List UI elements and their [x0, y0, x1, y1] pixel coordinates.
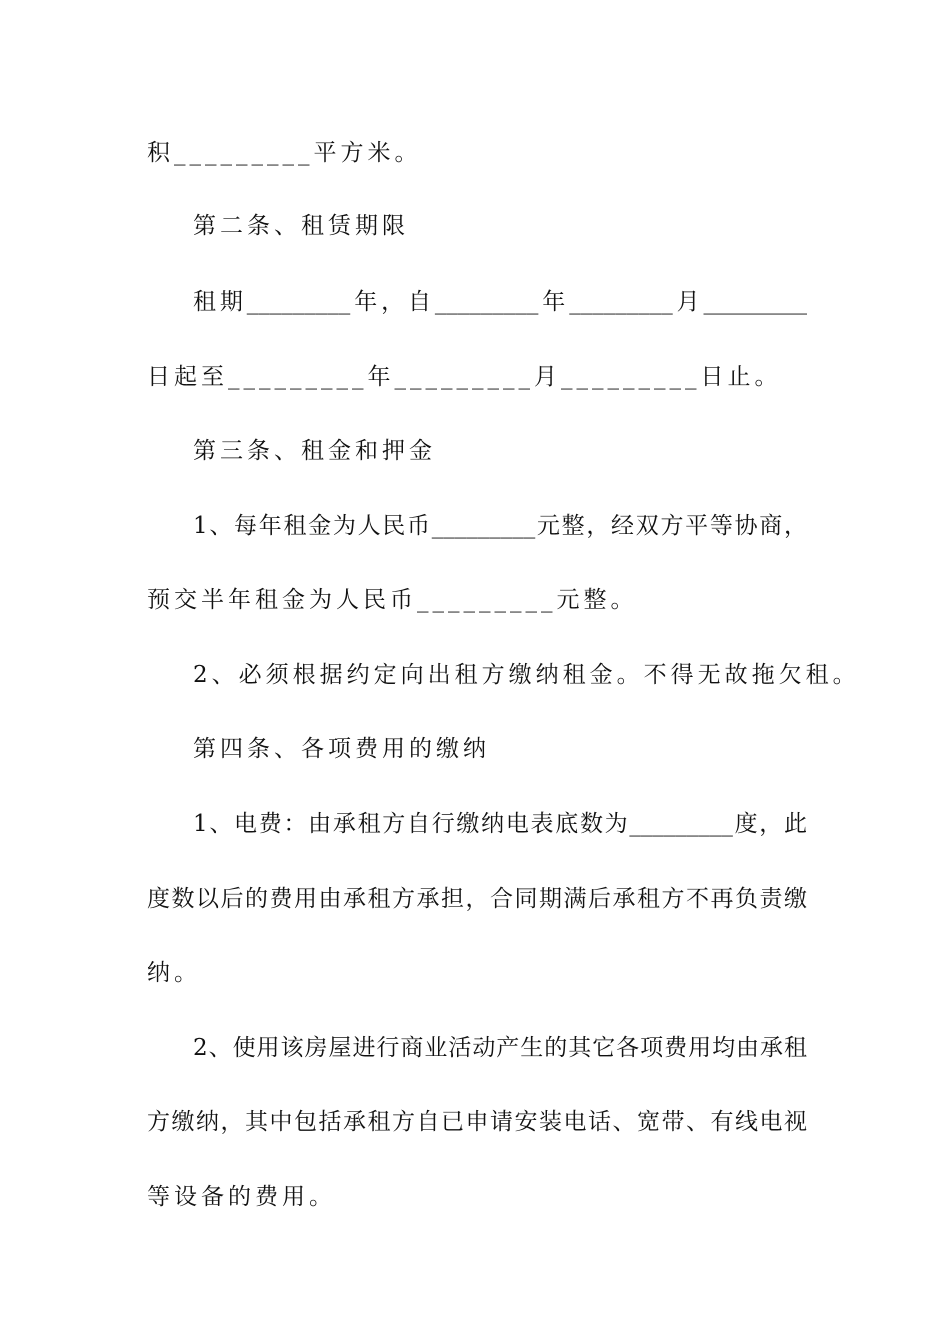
paragraph-other-fees-line-2: 方缴纳，其中包括承租方自已申请安装电话、宽带、有线电视	[147, 1109, 807, 1135]
paragraph-rent-1-line-1: 1、每年租金为人民币_________元整，经双方平等协商，	[193, 513, 807, 539]
paragraph-other-fees-line-3: 等设备的费用。	[147, 1184, 336, 1210]
heading-article-3: 第三条、租金和押金	[193, 438, 436, 464]
paragraph-rent-2: 2、必须根据约定向出租方缴纳租金。不得无故拖欠租。	[193, 662, 860, 688]
heading-article-2: 第二条、租赁期限	[193, 213, 409, 239]
paragraph-rent-1-line-2: 预交半年租金为人民币_________元整。	[147, 587, 638, 613]
heading-article-4: 第四条、各项费用的缴纳	[193, 736, 490, 762]
paragraph-electricity-line-1: 1、电费：由承租方自行缴纳电表底数为_________度，此	[193, 811, 807, 837]
paragraph-area-line: 积_________平方米。	[147, 140, 422, 166]
paragraph-electricity-line-2: 度数以后的费用由承租方承担，合同期满后承租方不再负责缴	[147, 886, 807, 912]
paragraph-lease-term-line-2: 日起至_________年_________月_________日止。	[147, 364, 782, 390]
paragraph-electricity-line-3: 纳。	[147, 960, 201, 986]
paragraph-lease-term-line-1: 租期_________年，自_________年_________月_________	[193, 289, 807, 315]
paragraph-other-fees-line-1: 2、使用该房屋进行商业活动产生的其它各项费用均由承租	[193, 1035, 807, 1061]
